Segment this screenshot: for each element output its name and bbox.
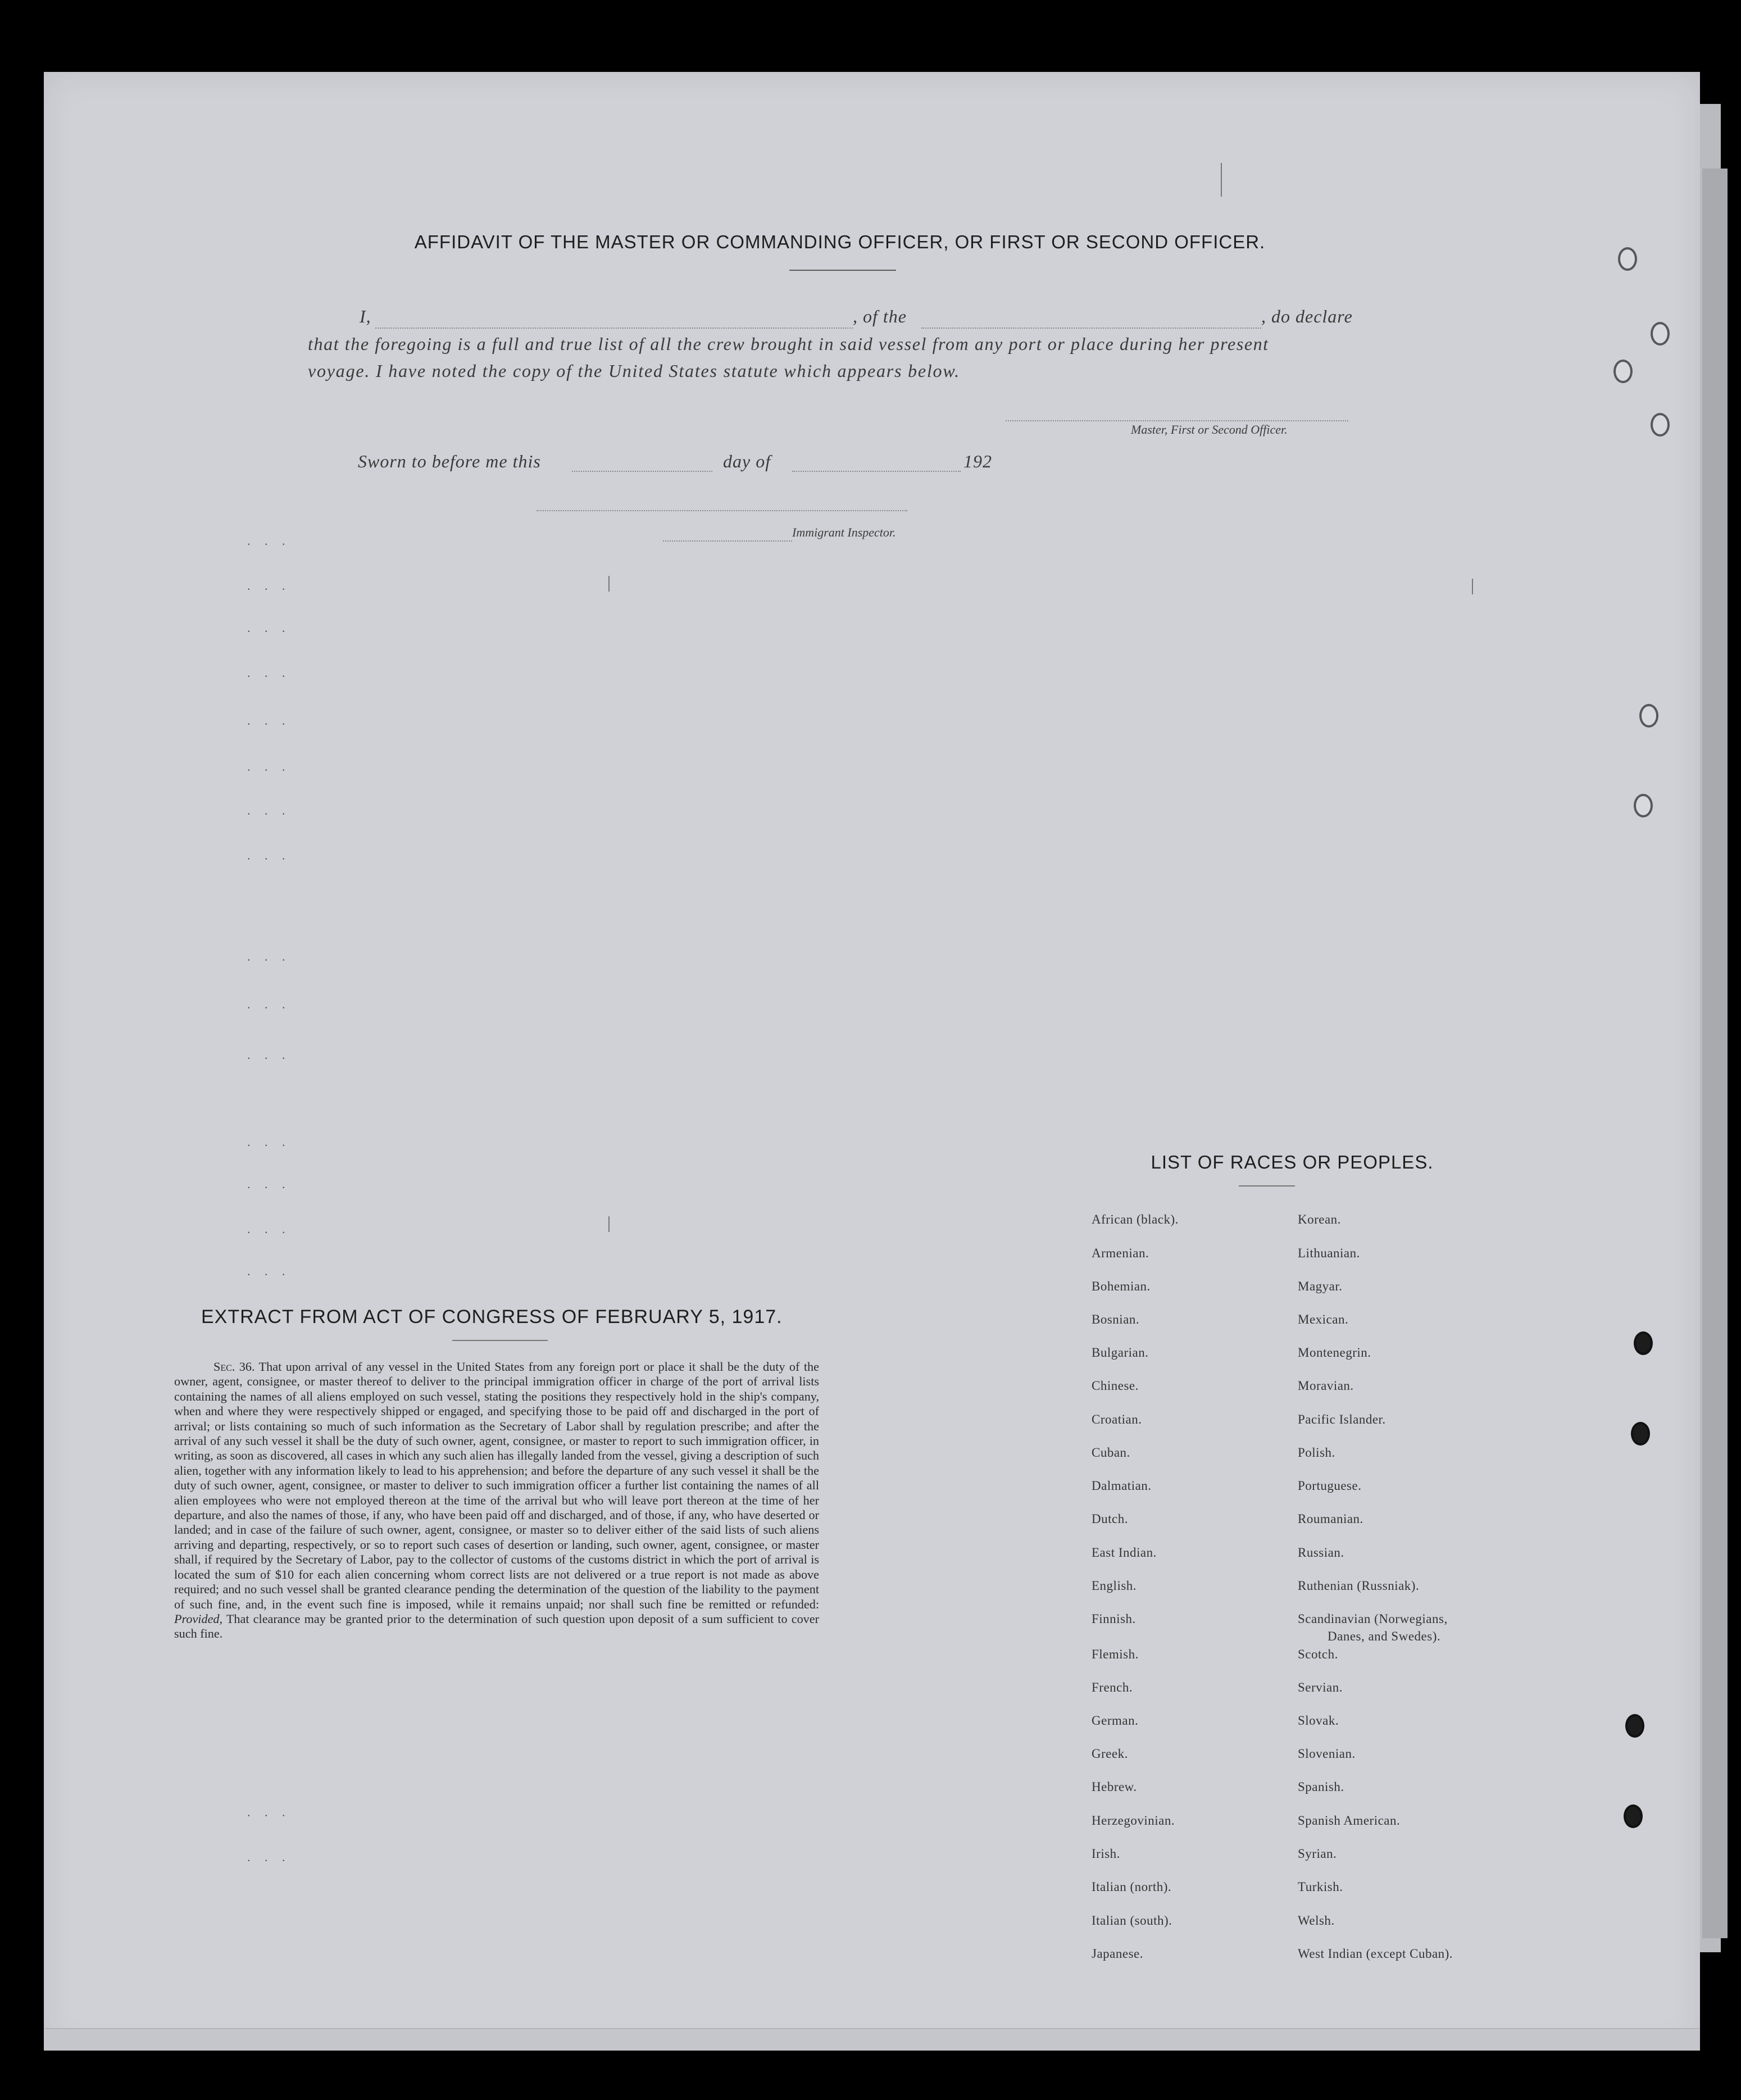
race-item: Dutch. xyxy=(1092,1512,1128,1526)
margin-mark: . . . xyxy=(247,666,291,680)
year-text: 192 xyxy=(963,451,992,471)
race-item: Italian (north). xyxy=(1092,1880,1172,1894)
margin-mark: . . . xyxy=(247,1850,291,1864)
page-bottom-edge xyxy=(45,2028,1699,2051)
races-underline xyxy=(1239,1185,1295,1187)
margin-mark: . . . xyxy=(247,1264,291,1278)
race-item: Japanese. xyxy=(1092,1947,1143,1961)
proviso-word: Provided, xyxy=(174,1611,223,1626)
race-item: Irish. xyxy=(1092,1847,1120,1861)
margin-mark: . . . xyxy=(247,848,291,862)
race-item: Ruthenian (Russniak). xyxy=(1298,1579,1420,1593)
race-item: East Indian. xyxy=(1092,1546,1157,1560)
margin-mark: . . . xyxy=(247,1048,291,1062)
punch-hole-icon xyxy=(1651,322,1670,346)
race-item: Finnish. xyxy=(1092,1612,1136,1626)
affidavit-title: AFFIDAVIT OF THE MASTER OR COMMANDING OFFICER, OR FIRST OR SECOND OFFICER. xyxy=(414,231,1266,252)
race-item: German. xyxy=(1092,1713,1139,1728)
act-section-text xyxy=(174,1360,819,1642)
margin-mark: . . . xyxy=(247,1177,291,1191)
extract-title: EXTRACT FROM ACT OF CONGRESS OF FEBRUARY 5, 1917. xyxy=(201,1306,783,1328)
inspector-label: Immigrant Inspector. xyxy=(792,525,896,539)
race-item: Croatian. xyxy=(1092,1412,1142,1426)
race-item: Flemish. xyxy=(1092,1647,1139,1661)
race-item: Italian (south). xyxy=(1092,1913,1172,1928)
race-item: Armenian. xyxy=(1092,1246,1149,1260)
declaration-i: I, xyxy=(360,306,371,326)
margin-mark: . . . xyxy=(247,621,291,635)
faint-rule xyxy=(608,1216,610,1232)
section-label: Sec. 36. xyxy=(213,1360,255,1374)
race-item: Bulgarian. xyxy=(1092,1346,1149,1360)
margin-mark: . . . xyxy=(247,949,291,963)
margin-mark: . . . xyxy=(247,713,291,728)
back-sheet-edge-2 xyxy=(1702,169,1728,1938)
faint-rule xyxy=(608,576,610,592)
race-item: Dalmatian. xyxy=(1092,1479,1152,1493)
race-item: Roumanian. xyxy=(1298,1512,1363,1526)
race-item: African (black). xyxy=(1092,1212,1179,1226)
proviso-text: That clearance may be granted prior to the determination of such question upon deposit of a sum sufficient to cover such fine. xyxy=(174,1611,819,1641)
month-blank xyxy=(792,471,961,472)
race-item: Portuguese. xyxy=(1298,1479,1362,1493)
race-item: Polish. xyxy=(1298,1446,1335,1460)
punch-hole-icon xyxy=(1618,247,1637,271)
inspector-blank xyxy=(663,540,792,542)
race-item: Chinese. xyxy=(1092,1379,1139,1393)
race-item: Cuban. xyxy=(1092,1446,1130,1460)
punch-hole-icon xyxy=(1631,1422,1650,1446)
race-item: Russian. xyxy=(1298,1546,1344,1560)
race-item: Moravian. xyxy=(1298,1379,1354,1393)
name-blank xyxy=(375,328,853,329)
race-item: Magyar. xyxy=(1298,1279,1343,1293)
race-item: Korean. xyxy=(1298,1212,1341,1226)
race-item: Welsh. xyxy=(1298,1913,1335,1928)
margin-mark: . . . xyxy=(247,803,291,817)
race-item: Bosnian. xyxy=(1092,1312,1140,1326)
section-body: That upon arrival of any vessel in the United States from any foreign port or place it shall be the duty of the owner, agent, consignee, or master thereof to deliver to the principal immigration officer in charge of the port of arrival lists containing the names of all aliens employed on such vessel, stating the positions they respectively hold in the ship's company, when and where they were respectively shipped or engaged, and specifying those to be paid off and discharged in the port of arrival; or lists containing so much of such information as the Secretary of Labor shall by regulation prescribe; and after the arrival of any such vessel it shall be the duty of such owner, agent, consignee, or master to report to such immigration officer, in writing, as soon as discovered, all cases in which any such alien has illegally landed from the vessel, giving a description of such alien, together with any information likely to lead to his apprehension; and before the departure of any such vessel it shall be the duty of such owner, agent, consignee, or master to deliver to such immigration officer a further list containing the names of all alien employees who were not employed thereon at the time of the arrival but who will leave port thereon at the time of her departure, and also the names of those, if any, who have been paid off and discharged, and of those, if any, who have deserted or landed; and in case of the failure of such owner, agent, consignee, or master so to deliver either of the said lists of such aliens arriving and departing, respectively, or so to report such cases of desertion or landing, such owner, agent, consignee, or master shall, if required by the Secretary of Labor, pay to the collector of customs of the customs district in which the port of arrival is located the sum of $10 for each alien concerning whom correct lists are not delivered or a true report is not made as above required; and no such vessel shall be granted clearance pending the determination of the question of the liability to the payment of such fine, and, in the event such fine is imposed, while it remains unpaid; nor shall such fine be remitted or refunded: xyxy=(174,1360,819,1611)
margin-mark: . . . xyxy=(247,997,291,1011)
races-title: LIST OF RACES OR PEOPLES. xyxy=(1151,1152,1434,1172)
race-item: French. xyxy=(1092,1680,1133,1694)
faint-rule xyxy=(1472,579,1473,594)
race-item: English. xyxy=(1092,1579,1137,1593)
faint-rule xyxy=(1221,163,1222,197)
punch-hole-icon xyxy=(1634,1331,1653,1355)
margin-mark: . . . xyxy=(247,1222,291,1236)
race-item: Spanish. xyxy=(1298,1780,1344,1794)
day-blank xyxy=(572,471,712,472)
race-item: Pacific Islander. xyxy=(1298,1412,1386,1426)
declaration-line-2: that the foregoing is a full and true list of all the crew brought in said vessel from any port or place during her present xyxy=(308,334,1269,354)
race-item: Bohemian. xyxy=(1092,1279,1151,1293)
race-item: Mexican. xyxy=(1298,1312,1349,1326)
punch-hole-icon xyxy=(1639,704,1658,728)
margin-mark: . . . xyxy=(247,579,291,593)
margin-mark: . . . xyxy=(247,1805,291,1819)
margin-mark: . . . xyxy=(247,760,291,774)
declaration-of-the: , of the xyxy=(853,306,907,326)
title-underline xyxy=(789,270,896,271)
race-item: Slovak. xyxy=(1298,1713,1339,1728)
race-item: Greek. xyxy=(1092,1747,1128,1761)
race-item: Spanish American. xyxy=(1298,1813,1401,1828)
signature-label: Master, First or Second Officer. xyxy=(1131,422,1288,437)
punch-hole-icon xyxy=(1613,360,1633,383)
race-item: West Indian (except Cuban). xyxy=(1298,1947,1453,1961)
vessel-blank xyxy=(921,328,1261,329)
punch-hole-icon xyxy=(1634,794,1653,817)
race-item: Lithuanian. xyxy=(1298,1246,1360,1260)
race-item: Montenegrin. xyxy=(1298,1346,1371,1360)
declaration-do-declare: , do declare xyxy=(1261,306,1353,326)
margin-mark: . . . xyxy=(247,1135,291,1149)
race-item: Syrian. xyxy=(1298,1847,1337,1861)
inspector-signature-blank xyxy=(537,510,907,511)
race-item: Turkish. xyxy=(1298,1880,1343,1894)
race-item: Scandinavian (Norwegians, xyxy=(1298,1612,1448,1626)
declaration-line-3: voyage. I have noted the copy of the United States statute which appears below. xyxy=(308,361,960,381)
race-item: Hebrew. xyxy=(1092,1780,1137,1794)
margin-mark: . . . xyxy=(247,534,291,548)
punch-hole-icon xyxy=(1625,1714,1644,1738)
race-item-continuation: Danes, and Swedes). xyxy=(1328,1629,1441,1643)
punch-hole-icon xyxy=(1624,1804,1643,1828)
race-item: Slovenian. xyxy=(1298,1747,1356,1761)
sworn-text: Sworn to before me this xyxy=(358,451,541,471)
day-of-text: day of xyxy=(723,451,771,471)
punch-hole-icon xyxy=(1651,413,1670,437)
race-item: Scotch. xyxy=(1298,1647,1338,1661)
signature-blank xyxy=(1006,420,1348,421)
extract-underline xyxy=(452,1340,548,1341)
race-item: Servian. xyxy=(1298,1680,1343,1694)
race-item: Herzegovinian. xyxy=(1092,1813,1175,1828)
